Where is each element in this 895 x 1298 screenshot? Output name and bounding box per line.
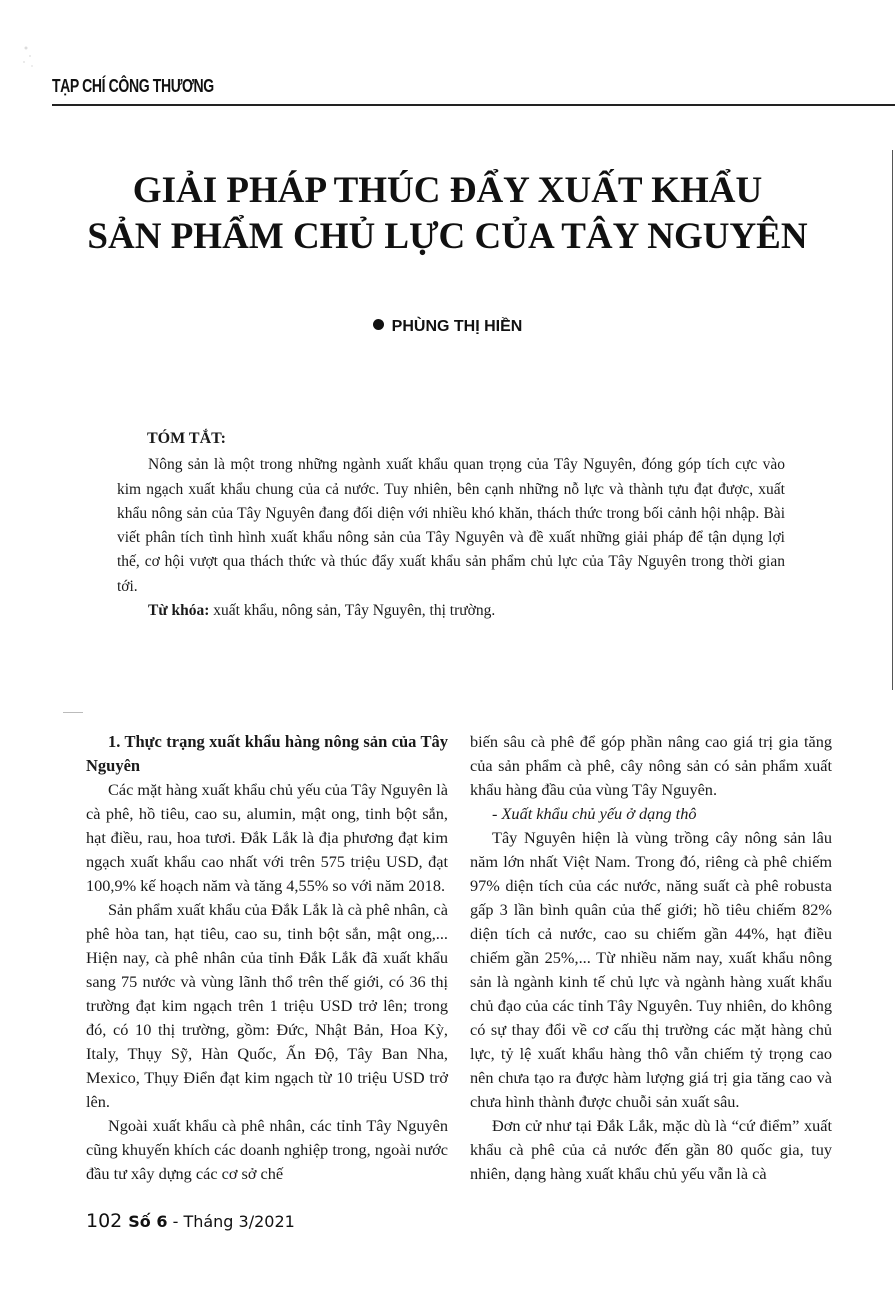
paragraph: Ngoài xuất khẩu cà phê nhân, các tỉnh Tây Nguyên cũng khuyến khích các doanh nghiệp trong, ngoài nước đầu tư xây dựng các cơ sở chế (86, 1116, 448, 1183)
keywords-label: Từ khóa: (148, 602, 210, 620)
article-title (60, 168, 835, 260)
page-edge-line (892, 150, 893, 690)
section-heading: 1. Thực trạng xuất khẩu hàng nông sản của Tây Nguyên (86, 732, 448, 775)
header-divider (52, 104, 895, 106)
abstract-section (117, 427, 785, 623)
subheading: - Xuất khẩu chủ yếu ở dạng thô (492, 804, 697, 823)
keywords-line (117, 599, 785, 623)
paragraph: Các mặt hàng xuất khẩu chủ yếu của Tây Nguyên là cà phê, hồ tiêu, cao su, alumin, mật ong, tinh bột sắn, hạt điều, rau, hoa tươi. Đắk Lắk là địa phương đạt kim ngạch xuất khẩu cao nhất với trên 575 triệu USD, đạt 100,9% kế hoạch năm và tăng 4,55% so với năm 2018. (86, 780, 448, 895)
paragraph: Đơn cử như tại Đắk Lắk, mặc dù là “cứ điểm” xuất khẩu cà phê của cả nước đến gần 80 quốc gia, tuy nhiên, dạng hàng xuất khẩu chủ yếu vẫn là cà (470, 1116, 832, 1183)
abstract-text: Nông sản là một trong những ngành xuất khẩu quan trọng của Tây Nguyên, đóng góp tích cực vào kim ngạch xuất khẩu chung của cả nước. Tuy nhiên, bên cạnh những nỗ lực và thành tựu đạt được, xuất khẩu nông sản của Tây Nguyên đang đối diện với nhiều khó khăn, thách thức trong bối cảnh hội nhập. Bài viết phân tích tình hình xuất khẩu nông sản của Tây Nguyên và đề xuất những giải pháp để tận dụng lợi thế, cơ hội vượt qua thách thức và thúc đẩy xuất khẩu sản phẩm chủ lực của Tây Nguyên trong thời gian tới. (117, 456, 785, 595)
body-column-left (86, 730, 448, 1186)
issue-date: Tháng 3/2021 (183, 1212, 295, 1231)
abstract-heading: TÓM TẮT: (147, 430, 226, 447)
footer-separator: - (167, 1212, 184, 1231)
section-divider (63, 712, 83, 713)
journal-name: TẠP CHÍ CÔNG THƯƠNG (52, 76, 214, 96)
page-footer (86, 1210, 295, 1232)
page-number: 102 (86, 1210, 123, 1232)
author-name: PHÙNG THỊ HIỀN (391, 318, 523, 335)
title-line-1: GIẢI PHÁP THÚC ĐẨY XUẤT KHẨU (132, 170, 763, 211)
author-byline (0, 318, 895, 336)
paragraph-continuation: biến sâu cà phê để góp phần nâng cao giá trị gia tăng của sản phẩm cà phê, cây nông sản có sản phẩm xuất khẩu hàng đầu của vùng Tây Nguyên. (470, 732, 832, 799)
body-column-right (470, 730, 832, 1186)
scan-artifact (18, 36, 40, 76)
keywords-text: xuất khẩu, nông sản, Tây Nguyên, thị trường. (209, 602, 496, 620)
paragraph: Tây Nguyên hiện là vùng trồng cây nông sản lâu năm lớn nhất Việt Nam. Trong đó, riêng cà phê chiếm 97% diện tích của các nước, năng suất cà phê robusta gấp 3 lần bình quân của thế giới; hồ tiêu chiếm 82% diện tích cả nước, cao su chiếm gần 44%, hạt điều chiếm gần 25%,... Từ nhiều năm nay, xuất khẩu nông sản là ngành kinh tế chủ lực và ngành hàng xuất khẩu chủ đạo của các tỉnh Tây Nguyên. Tuy nhiên, do không có sự thay đổi về cơ cấu thị trường các mặt hàng chủ lực, tỷ lệ xuất khẩu hàng thô vẫn chiếm tỷ trọng cao nên chưa tạo ra được hàm lượng giá trị gia tăng cao và chưa hình thành được chuỗi sản xuất sâu. (470, 828, 832, 1111)
paragraph: Sản phẩm xuất khẩu của Đắk Lắk là cà phê nhân, cà phê hòa tan, hạt tiêu, cao su, tinh bột sắn, mật ong,... Hiện nay, cà phê nhân của tỉnh Đắk Lắk đã xuất khẩu sang 75 nước và vùng lãnh thổ trên thế giới, có 36 thị trường đạt kim ngạch trên 1 triệu USD trở lên; trong đó, có 10 thị trường, gồm: Đức, Nhật Bản, Hoa Kỳ, Italy, Thụy Sỹ, Hàn Quốc, Ấn Độ, Tây Ban Nha, Mexico, Thụy Điển đạt kim ngạch từ 10 triệu USD trở lên. (86, 900, 448, 1111)
title-line-2: SẢN PHẨM CHỦ LỰC CỦA TÂY NGUYÊN (87, 216, 808, 257)
bullet-icon (373, 319, 384, 330)
issue-number: Số 6 (128, 1212, 168, 1231)
